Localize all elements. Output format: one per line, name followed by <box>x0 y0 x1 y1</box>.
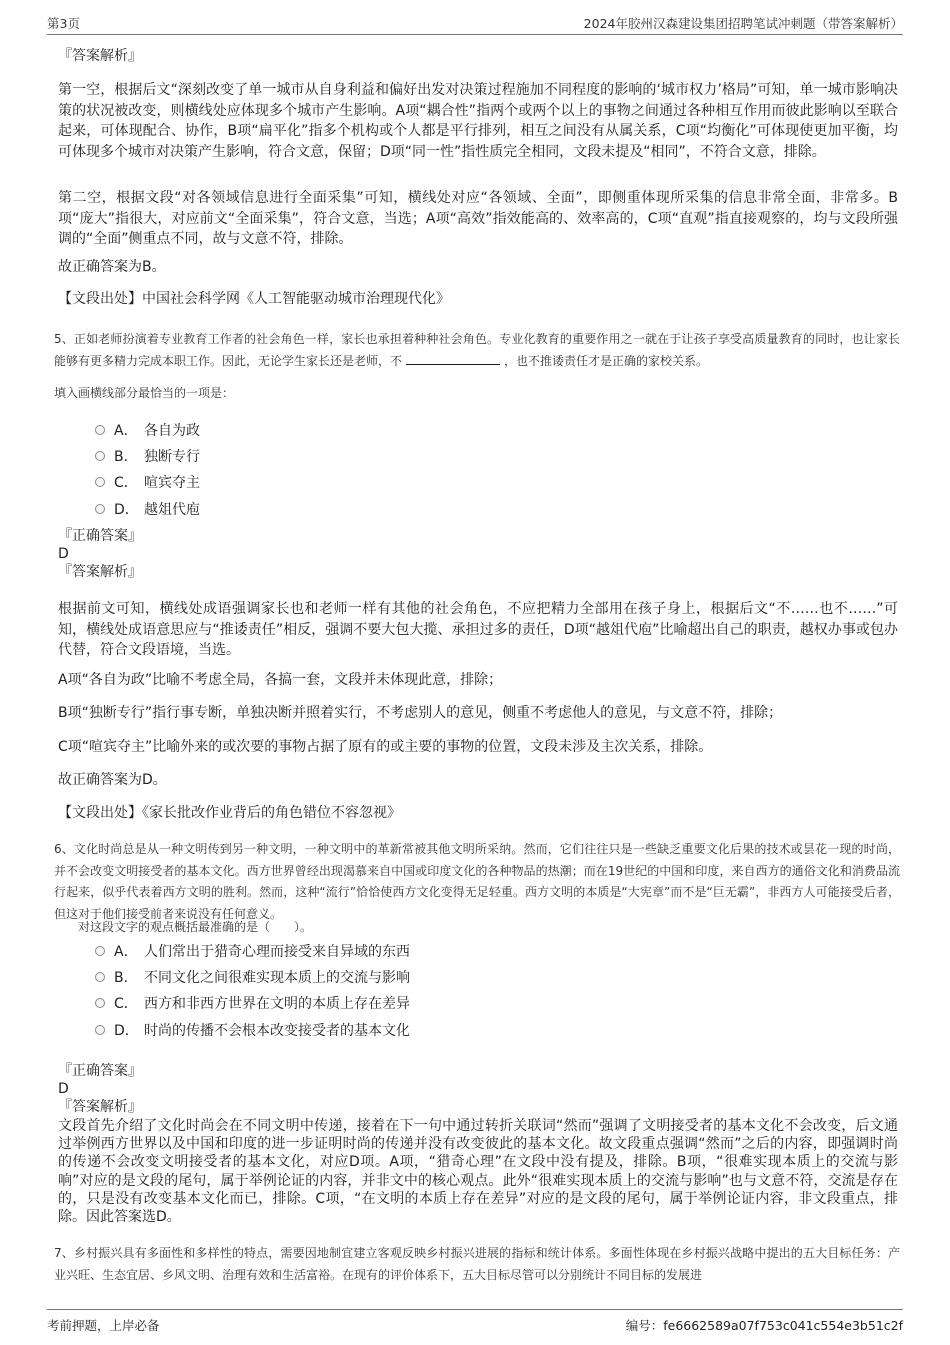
q5-answer-block <box>58 527 898 581</box>
radio-icon[interactable] <box>95 972 105 982</box>
q5-option-c[interactable]: C． 喧宾夺主 <box>95 470 200 496</box>
q4-analysis-p1: 第一空，根据后文“深刻改变了单一城市从自身利益和偏好出发对决策过程施加不同程度的影响的‘城市权力’格局”可知，单一城市影响决策的状况被改变，则横线处应体现多个城市产生影响。A项“耦合性”指两个或两个以上的事物之间通过各种相互作用而彼此影响以至联合起来，可体现配合、协作，B项“扁平化”指多个机构或个人都是平行排列，相互之间没有从属关系，C项“均衡化”可体现使更加平衡，均可体现多个城市对决策产生影响，符合文意，保留；D项“同一性”指性质完全相同，文段未提及“相同”，不符合文意，排除。 <box>58 82 898 160</box>
q5-options <box>95 418 200 523</box>
q6-option-d[interactable]: D． 时尚的传播不会根本改变接受者的基本文化 <box>95 1018 410 1044</box>
fill-blank-line <box>406 352 500 365</box>
q6-prompt: 对这段文字的观点概括最准确的是（ ）。 <box>78 920 313 934</box>
radio-icon[interactable] <box>95 946 105 956</box>
q5-option-d[interactable]: D． 越俎代庖 <box>95 497 200 523</box>
q6-option-c[interactable]: C． 西方和非西方世界在文明的本质上存在差异 <box>95 991 410 1017</box>
q6-option-b[interactable]: B． 不同文化之间很难实现本质上的交流与影响 <box>95 965 410 991</box>
q5-stem <box>54 329 900 372</box>
q6-stem: 6、文化时尚总是从一种文明传到另一种文明，一种文明中的革新常被其他文明所采纳。然而，它们往往只是一些缺乏重要文化后果的技术或昙花一现的时尚，并不会改变文明接受者的基本文化。西方世界曾经出现渴慕来自中国或印度文化的各种物品的热潮；而在19世纪的中国和印度，来自西方的通俗文化和消费品流行起来，似乎代表着西方文明的胜利。然而，这种“流行”恰恰使西方文化变得无足轻重。西方文明的本质是“大宪章”而不是“巨无霸”，非西方人可能接受后者，但这对于他们接受前者来说没有任何意义。 <box>54 842 900 921</box>
q5-correct-label: 『正确答案』 <box>58 528 142 544</box>
radio-icon[interactable] <box>95 451 105 461</box>
document-code-value: fe6662589a07f753c041c554e3b51c2f <box>663 1318 903 1333</box>
q6-option-a[interactable]: A． 人们常出于猎奇心理而接受来自异域的东西 <box>95 939 410 965</box>
q5-stem-before: 5、正如老师扮演着专业教育工作者的社会角色一样，家长也承担着种种社会角色。专业化教育的重要作用之一就在于让孩子享受高质量教育的同时，也让家长能够有更多精力完成本职工作。因此，无论学生家长还是老师，不 <box>54 332 900 368</box>
q5-analysis-a: A项“各自为政”比喻不考虑全局，各搞一套，文段并未体现此意，排除； <box>58 672 503 688</box>
q6-answer-block <box>58 1062 898 1116</box>
q5-option-b[interactable]: B． 独断专行 <box>95 444 200 470</box>
q6-analysis-label: 『答案解析』 <box>58 1099 142 1115</box>
radio-icon[interactable] <box>95 998 105 1008</box>
q6-options <box>95 939 410 1044</box>
q6-correct-answer: D <box>58 1081 69 1097</box>
footer-slogan: 考前押题，上岸必备 <box>47 1318 160 1333</box>
q5-correct-answer: D <box>58 546 69 562</box>
q5-stem-after: ，也不推诿责任才是正确的家校关系。 <box>504 353 709 368</box>
q4-analysis-p2: 第二空，根据文段“对各领域信息进行全面采集”可知，横线处对应“各领域、全面”，即侧重体现所采集的信息非常全面，非常多。B项“庞大”指很大，对应前文“全面采集”，符合文意，当选；A项“高效”指效能高的、效率高的，C项“直观”指直接观察的，均与文段所强调的“全面”侧重点不同，故与文意不符，排除。 <box>58 190 898 247</box>
q7-stem: 7、乡村振兴具有多面性和多样性的特点，需要因地制宜建立客观反映乡村振兴进展的指标和统计体系。多面性体现在乡村振兴战略中提出的五大目标任务：产业兴旺、生态宜居、乡风文明、治理有效和生活富裕。在现有的评价体系下，五大目标尽管可以分别统计不同目标的发展进 <box>54 1246 900 1282</box>
radio-icon[interactable] <box>95 425 105 435</box>
radio-icon[interactable] <box>95 504 105 514</box>
q4-source: 【文段出处】中国社会科学网《人工智能驱动城市治理现代化》 <box>58 291 450 307</box>
page-footer <box>47 1309 903 1336</box>
q6-correct-label: 『正确答案』 <box>58 1063 142 1079</box>
q5-option-a[interactable]: A． 各自为政 <box>95 418 200 444</box>
radio-icon[interactable] <box>95 477 105 487</box>
radio-icon[interactable] <box>95 1025 105 1035</box>
q5-source: 【文段出处】《家长批改作业背后的角色错位不容忽视》 <box>58 805 401 821</box>
q5-analysis-b: B项“独断专行”指行事专断，单独决断并照着实行，不考虑别人的意见，侧重不考虑他人的意见，与文意不符，排除； <box>58 705 783 721</box>
q4-analysis-label: 『答案解析』 <box>58 48 142 64</box>
q4-conclusion: 故正确答案为B。 <box>58 259 166 275</box>
document-title: 2024年胶州汉森建设集团招聘笔试冲刺题（带答案解析） <box>583 16 903 31</box>
page-number: 第3页 <box>47 16 80 31</box>
document-code-label: 编号： <box>625 1318 664 1333</box>
q5-analysis-c: C项“喧宾夺主”比喻外来的或次要的事物占据了原有的或主要的事物的位置，文段未涉及主次关系，排除。 <box>58 739 713 755</box>
q5-conclusion: 故正确答案为D。 <box>58 772 167 788</box>
q5-analysis-label: 『答案解析』 <box>58 564 142 580</box>
q5-analysis-p1: 根据前文可知，横线处成语强调家长也和老师一样有其他的社会角色，不应把精力全部用在孩子身上，根据后文“不……也不……”可知，横线处成语意思应与“推诿责任”相反，强调不要大包大揽、承担过多的责任，D项“越俎代庖”比喻超出自己的职责，越权办事或包办代替，符合文段语境，当选。 <box>58 601 898 658</box>
q5-prompt: 填入画横线部分最恰当的一项是： <box>54 386 235 400</box>
document-code <box>626 1316 903 1334</box>
page-header <box>47 14 903 35</box>
q6-analysis: 文段首先介绍了文化时尚会在不同文明中传递，接着在下一句中通过转折关联词“然而”强调了文明接受者的基本文化不会改变，后文通过举例西方世界以及中国和印度的进一步证明时尚的传递并没有改变彼此的基本文化。故文段重点强调“然而”之后的内容，即强调时尚的传递不会改变文明接受者的基本文化，对应D项。A项，“猎奇心理”在文段中没有提及，排除。B项，“很难实现本质上的交流与影响”对应的是文段的尾句，属于举例论证的内容，并非文中的核心观点。此外“很难实现本质上的交流与影响”也与文意不符，交流是存在的，只是没有改变基本文化而已，排除。C项，“在文明的本质上存在差异”对应的是文段的尾句，属于举例论证内容，非文段重点，排除。因此答案选D。 <box>58 1118 898 1226</box>
